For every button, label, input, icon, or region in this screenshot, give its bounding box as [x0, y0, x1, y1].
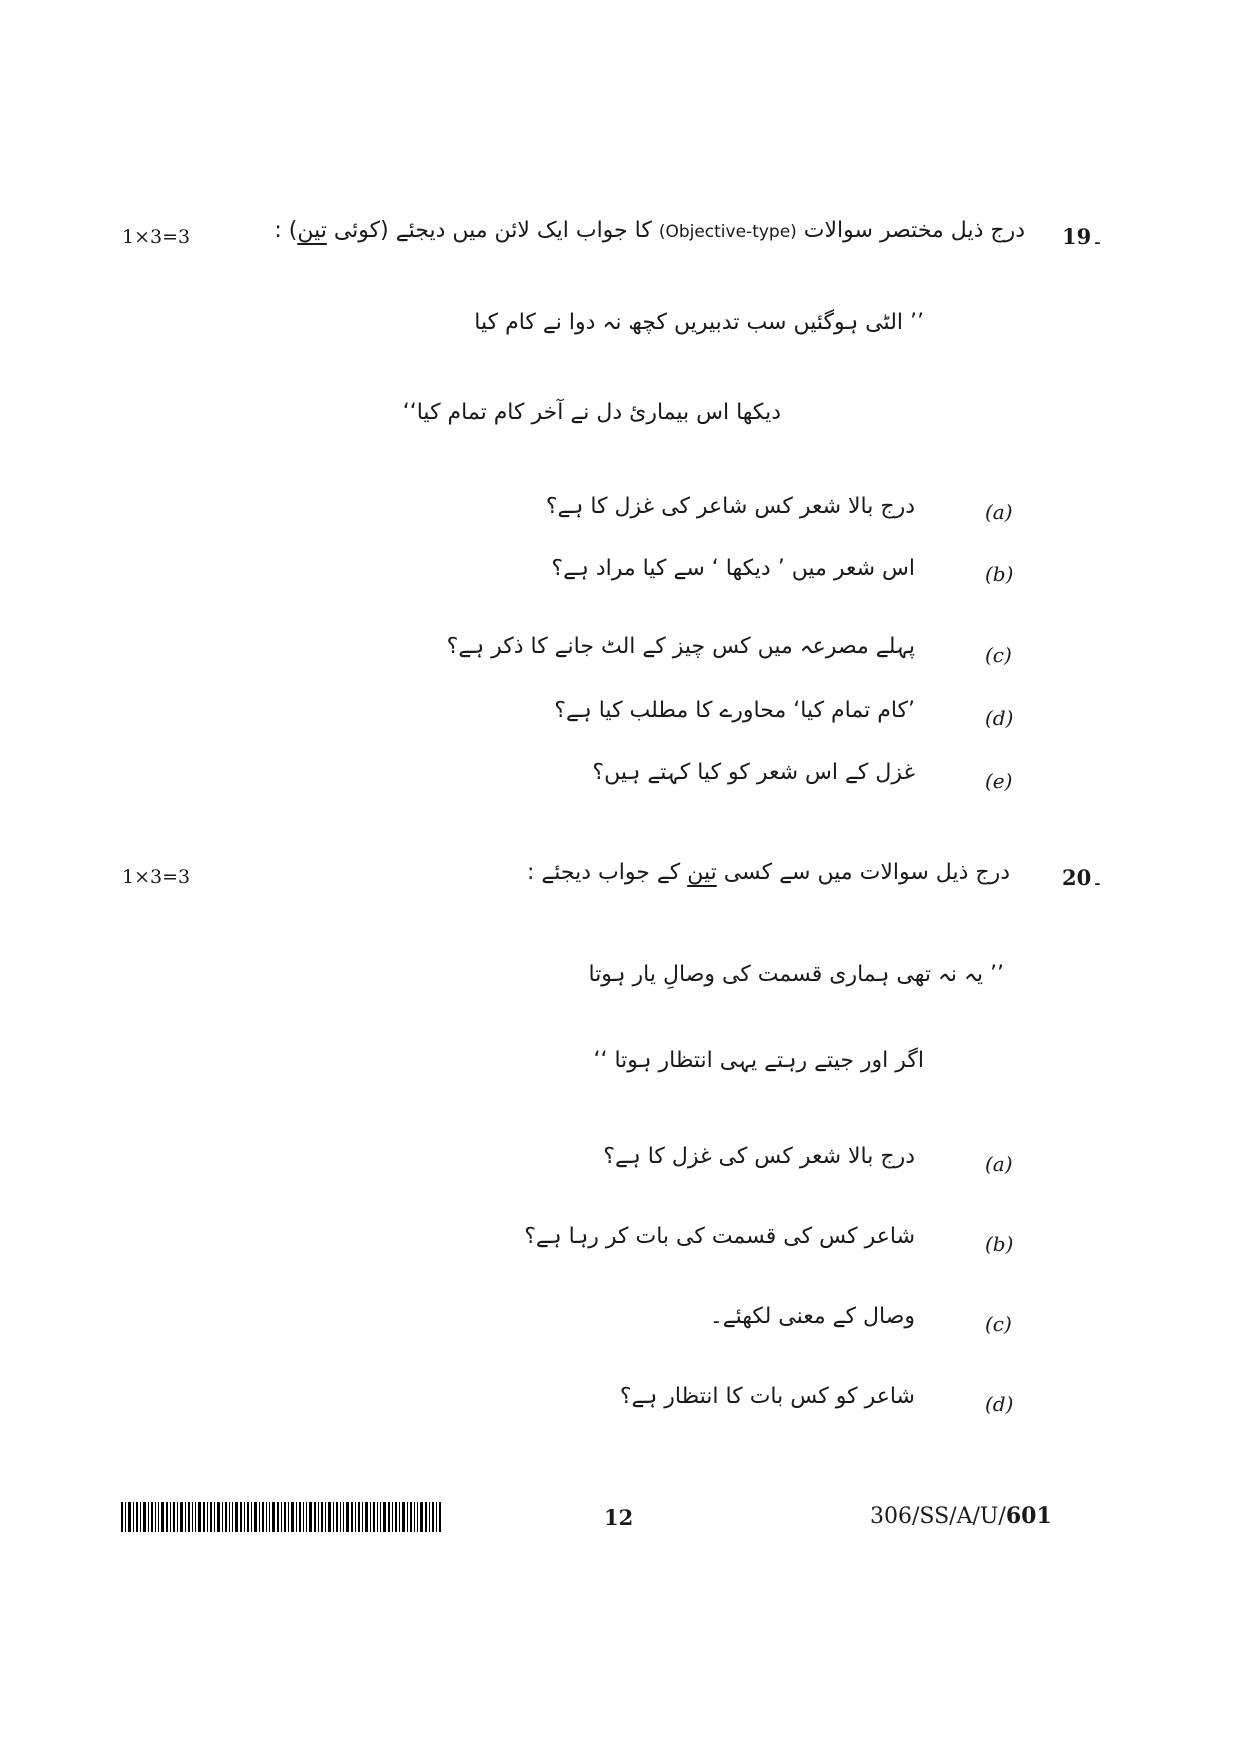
q19-option-e-text: غزل کے اس شعر کو کیا کہتے ہیں؟ — [592, 760, 915, 785]
q20-number: ۔20 — [1062, 865, 1104, 890]
q20-option-c-label: (c) — [985, 1312, 1012, 1336]
q19-instr-part2: کا جواب ایک لائن میں دیجئے (کوئی — [333, 218, 652, 243]
paper-code — [870, 1503, 1052, 1529]
q19-number: ۔19 — [1062, 224, 1104, 249]
q20-option-b-text: شاعر کس کی قسمت کی بات کر رہا ہے؟ — [524, 1224, 915, 1249]
q19-instr-part1: درج ذیل مختصر سوالات — [803, 218, 1025, 243]
q19-verse-line2: دیکھا اس بیماریٔ دل نے آخر کام تمام کیا‘‘ — [402, 400, 781, 425]
paper-code-prefix: 306/SS/A/U/ — [870, 1504, 1006, 1529]
q20-option-a-label: (a) — [985, 1152, 1013, 1176]
q19-option-d-text: ’کام تمام کیا‘ محاورے کا مطلب کیا ہے؟ — [554, 698, 915, 723]
paper-code-bold: 601 — [1005, 1503, 1052, 1529]
q19-marks: 1×3=3 — [122, 226, 191, 248]
q19-option-e-label: (e) — [985, 769, 1013, 793]
q19-instr-underlined: تین — [297, 218, 327, 243]
q20-option-d-label: (d) — [985, 1392, 1014, 1416]
q19-instr-objective: (Objective-type) — [658, 222, 797, 242]
q20-verse-line2: اگر اور جیتے رہتے یہی انتظار ہوتا ‘‘ — [593, 1048, 924, 1073]
q20-option-a-text: درج بالا شعر کس کی غزل کا ہے؟ — [603, 1144, 915, 1169]
q20-marks: 1×3=3 — [122, 866, 191, 888]
q19-option-a-text: درج بالا شعر کس شاعر کی غزل کا ہے؟ — [545, 494, 915, 519]
page-number: 12 — [604, 1505, 634, 1530]
q19-option-a-label: (a) — [985, 500, 1013, 524]
q19-instruction — [274, 218, 1025, 243]
q20-option-b-label: (b) — [985, 1232, 1014, 1256]
q20-instr-part1: درج ذیل سوالات میں سے کسی — [723, 860, 1010, 885]
q20-instr-part2: کے جواب دیجئے : — [527, 860, 681, 885]
q19-option-c-label: (c) — [985, 643, 1012, 667]
q20-number-text: 20 — [1062, 865, 1092, 890]
q19-option-b-label: (b) — [985, 562, 1014, 586]
q20-verse-line1: ’’ یہ نہ تھی ہماری قسمت کی وصالِ یار ہوتا — [588, 962, 1004, 987]
q19-verse-line1: ’’ الٹی ہوگئیں سب تدبیریں کچھ نہ دوا نے کام کیا — [474, 310, 924, 335]
q19-number-text: 19 — [1062, 224, 1092, 249]
q19-option-d-label: (d) — [985, 706, 1014, 730]
q19-option-c-text: پہلے مصرعہ میں کس چیز کے الٹ جانے کا ذکر ہے؟ — [446, 634, 915, 659]
barcode-image — [121, 1502, 441, 1532]
q20-instr-underlined: تین — [687, 860, 717, 885]
q19-instr-part3: ) : — [274, 218, 298, 243]
q20-option-d-text: شاعر کو کس بات کا انتظار ہے؟ — [619, 1384, 915, 1409]
q20-instruction — [527, 860, 1010, 885]
q20-option-c-text: وصال کے معنی لکھئے۔ — [709, 1304, 915, 1329]
q19-option-b-text: اس شعر میں ’ دیکھا ‘ سے کیا مراد ہے؟ — [551, 556, 915, 581]
